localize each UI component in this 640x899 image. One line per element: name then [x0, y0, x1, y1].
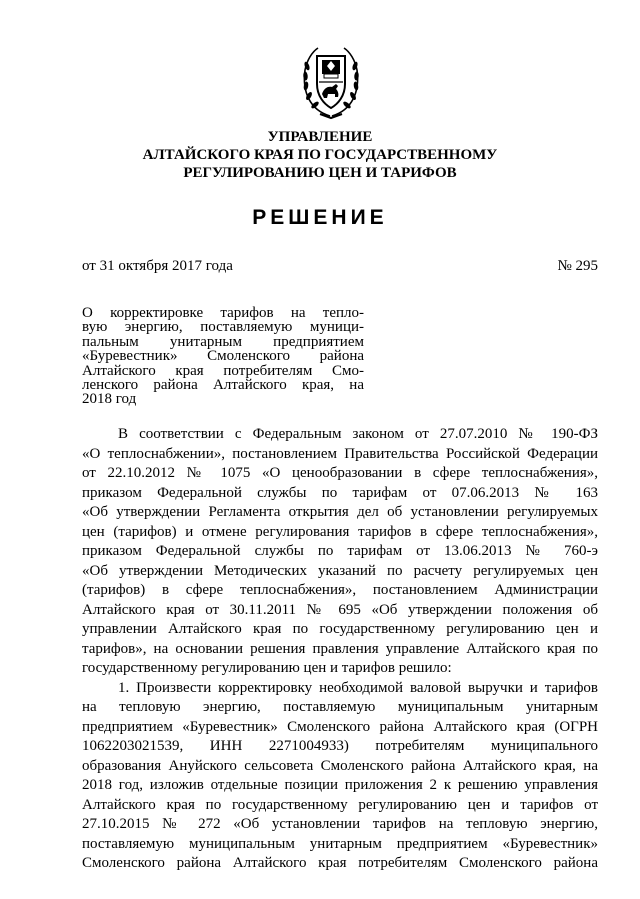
- body-line: «Об утверждении Регламента открытия дел об установлении регулируемых: [82, 504, 598, 520]
- subject-line: Алтайского края потребителям Смо-: [82, 362, 364, 379]
- authority-line-1: УПРАВЛЕНИЕ: [267, 129, 373, 145]
- body-line: управлении Алтайского края по государственному регулированию цен и: [82, 621, 598, 637]
- body-line: «Об утверждении Методических указаний по расчету регулируемых цен: [82, 562, 598, 579]
- body-line: 2018 год, изложив отдельные позиции приложения 2 к решению управления: [82, 777, 598, 793]
- body-line: тарифов», на основании решения правления управление Алтайского края по: [82, 640, 598, 657]
- subject-line: «Буревестник» Смоленского района: [82, 348, 364, 365]
- body-line: 27.10.2015 № 272 «Об установлении тарифов на тепловую энергию,: [82, 816, 598, 832]
- authority-line-3: РЕГУЛИРОВАНИЮ ЦЕН И ТАРИФОВ: [183, 165, 457, 181]
- subject-line: О корректировке тарифов на тепло-: [82, 305, 364, 321]
- subject-line: ленского района Алтайского края, на: [82, 377, 364, 394]
- body-line: «О теплоснабжении», постановлением Правительства Российской Федерации: [82, 445, 598, 462]
- body-line: В соответствии с Федеральным законом от 27.07.2010 № 190-ФЗ: [118, 426, 598, 442]
- body-line: государственному регулированию цен и тарифов решило:: [82, 660, 452, 676]
- date-number-line: [82, 258, 598, 275]
- subject-line: вую энергию, поставляемую муници-: [82, 319, 364, 336]
- subject-line: 2018 год: [82, 391, 137, 408]
- body-line: приказом Федеральной службы по тарифам от 13.06.2013 № 760-э: [82, 543, 598, 559]
- authority-line-2: АЛТАЙСКОГО КРАЯ ПО ГОСУДАРСТВЕННОМУ: [142, 147, 498, 163]
- document-date: от 31 октября 2017 года: [82, 258, 233, 274]
- body-line: предприятием «Буревестник» Смоленского района Алтайского края (ОГРН: [82, 718, 598, 735]
- document-type-title: РЕШЕНИЕ: [252, 206, 388, 229]
- body-line: поставляемую муниципальным унитарным предприятием «Буревестник»: [82, 835, 598, 852]
- body-line: приказом Федеральной службы по тарифам от 07.06.2013 № 163: [82, 484, 598, 501]
- body-line: (тарифов) в сфере теплоснабжения», постановлением Администрации: [82, 582, 598, 598]
- body-line: 1. Произвести корректировку необходимой валовой выручки и тарифов: [118, 679, 598, 696]
- coat-of-arms-emblem: [300, 44, 362, 120]
- body-line: от 22.10.2012 № 1075 «О ценообразовании в сфере теплоснабжения»,: [82, 465, 598, 481]
- body-line: цен (тарифов) и отмене регулирования тарифов в сфере теплоснабжения»,: [82, 523, 598, 540]
- document-number: № 295: [557, 258, 598, 274]
- document-subject: [82, 306, 364, 407]
- subject-line: пальным унитарным предприятием: [82, 333, 364, 350]
- authority-header: [0, 128, 640, 182]
- body-line: Алтайского края от 30.11.2011 № 695 «Об утверждении положения об: [82, 601, 598, 618]
- document-body: [82, 425, 598, 874]
- body-line: Смоленского района Алтайского края потребителям Смоленского района: [82, 855, 598, 871]
- body-line: 1062203021539, ИНН 2271004933) потребителям муниципального: [82, 738, 598, 754]
- body-line: на тепловую энергию, поставляемую муниципальным унитарным: [82, 699, 598, 715]
- body-line: Алтайского края по государственному регулированию цен и тарифов от: [82, 796, 598, 813]
- body-line: образования Ануйского сельсовета Смоленского района Алтайского края, на: [82, 757, 598, 774]
